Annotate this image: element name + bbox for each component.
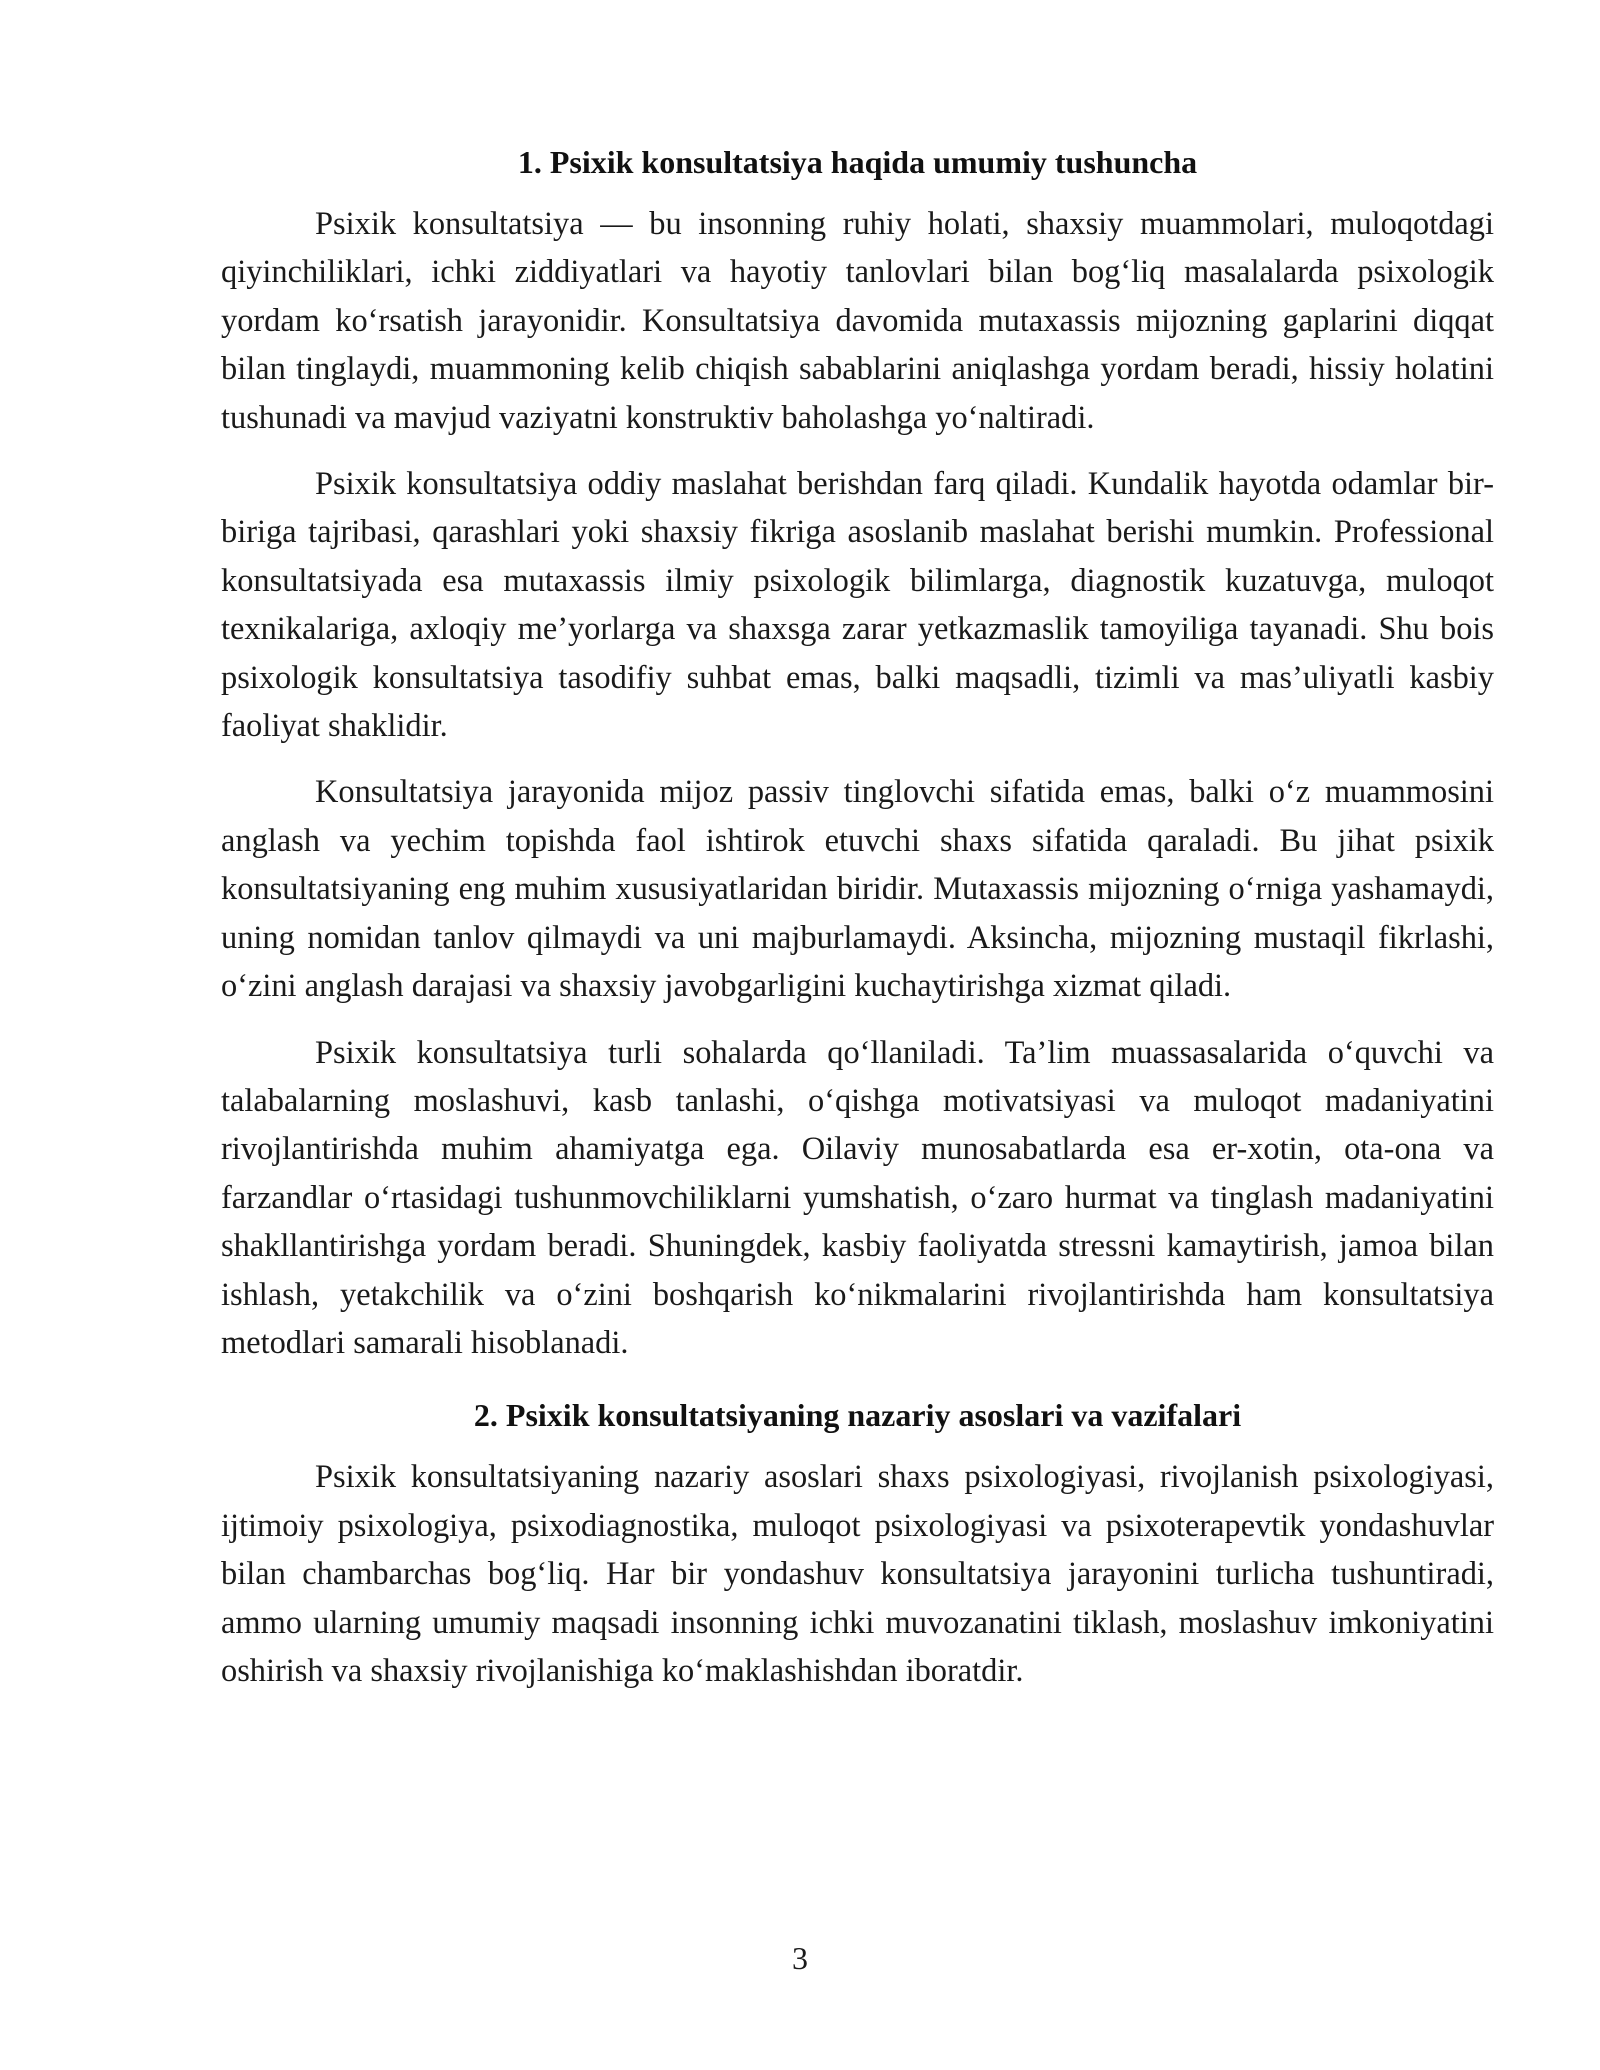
section-title: 1. Psixik konsultatsiya haqida umumiy tushuncha <box>517 144 1198 180</box>
paragraph: Psixik konsultatsiya turli sohalarda qo‘llaniladi. Ta’lim muassasalarida o‘quvchi va talabalarning moslashuvi, kasb tanlashi, o‘qishga motivatsiyasi va muloqot madaniyatini rivojlantirishda muhim ahamiyatga ega. Oilaviy munosabatlarda esa er-xotin, ota-ona va farzandlar o‘rtasidagi tushunmovchiliklarni yumshatish, o‘zaro hurmat va tinglash madaniyatini shakllantirishga yordam beradi. Shuningdek, kasbiy faoliyatda stressni kamaytirish, jamoa bilan ishlash, yetakchilik va o‘zini boshqarish ko‘nikmalarini rivojlantirishda ham konsultatsiya metodlari samarali hisoblanadi. <box>221 1034 1494 1361</box>
paragraph: Psixik konsultatsiya oddiy maslahat berishdan farq qiladi. Kundalik hayotda odamlar bir-biriga tajribasi, qarashlari yoki shaxsiy fikriga asoslanib maslahat berishi mumkin. Professional konsultatsiyada esa mutaxassis ilmiy psixologik bilimlarga, diagnostik kuzatuvga, muloqot texnikalariga, axloqiy me’yorlarga va shaxsga zarar yetkazmaslik tamoyiliga tayanadi. Shu bois psixologik konsultatsiya tasodifiy suhbat emas, balki maqsadli, tizimli va mas’uliyatli kasbiy faoliyat shaklidir. <box>221 466 1494 745</box>
page-number: 3 <box>792 1940 808 1976</box>
document-page <box>221 140 1494 1713</box>
paragraph: Psixik konsultatsiya — bu insonning ruhiy holati, shaxsiy muammolari, muloqotdagi qiyinchiliklari, ichki ziddiyatlari va hayotiy tanlovlari bilan bog‘liq masalalarda psixologik yordam ko‘rsatish jarayonidir. Konsultatsiya davomida mutaxassis mijozning gaplarini diqqat bilan tinglaydi, muammoning kelib chiqish sabablarini aniqlashga yordam beradi, hissiy holatini tushunadi va mavjud vaziyatni konstruktiv baholashga yo‘naltiradi. <box>221 206 1494 436</box>
paragraph: Psixik konsultatsiyaning nazariy asoslari shaxs psixologiyasi, rivojlanish psixologiyasi, ijtimoiy psixologiya, psixodiagnostika, muloqot psixologiyasi va psixoterapevtik yondashuvlar bilan chambarchas bog‘liq. Har bir yondashuv konsultatsiya jarayonini turlicha tushuntiradi, ammo ularning umumiy maqsadi insonning ichki muvozanatini tiklash, moslashuv imkoniyatini oshirish va shaxsiy rivojlanishiga ko‘maklashishdan iboratdir. <box>221 1459 1494 1689</box>
paragraph: Konsultatsiya jarayonida mijoz passiv tinglovchi sifatida emas, balki o‘z muammosini anglash va yechim topishda faol ishtirok etuvchi shaxs sifatida qaraladi. Bu jihat psixik konsultatsiyaning eng muhim xususiyatlaridan biridir. Mutaxassis mijozning o‘rniga yashamaydi, uning nomidan tanlov qilmaydi va uni majburlamaydi. Aksincha, mijozning mustaqil fikrlashi, o‘zini anglash darajasi va shaxsiy javobgarligini kuchaytirishga xizmat qiladi. <box>221 774 1494 1005</box>
section-title: 2. Psixik konsultatsiyaning nazariy asoslari va vazifalari <box>473 1397 1242 1434</box>
